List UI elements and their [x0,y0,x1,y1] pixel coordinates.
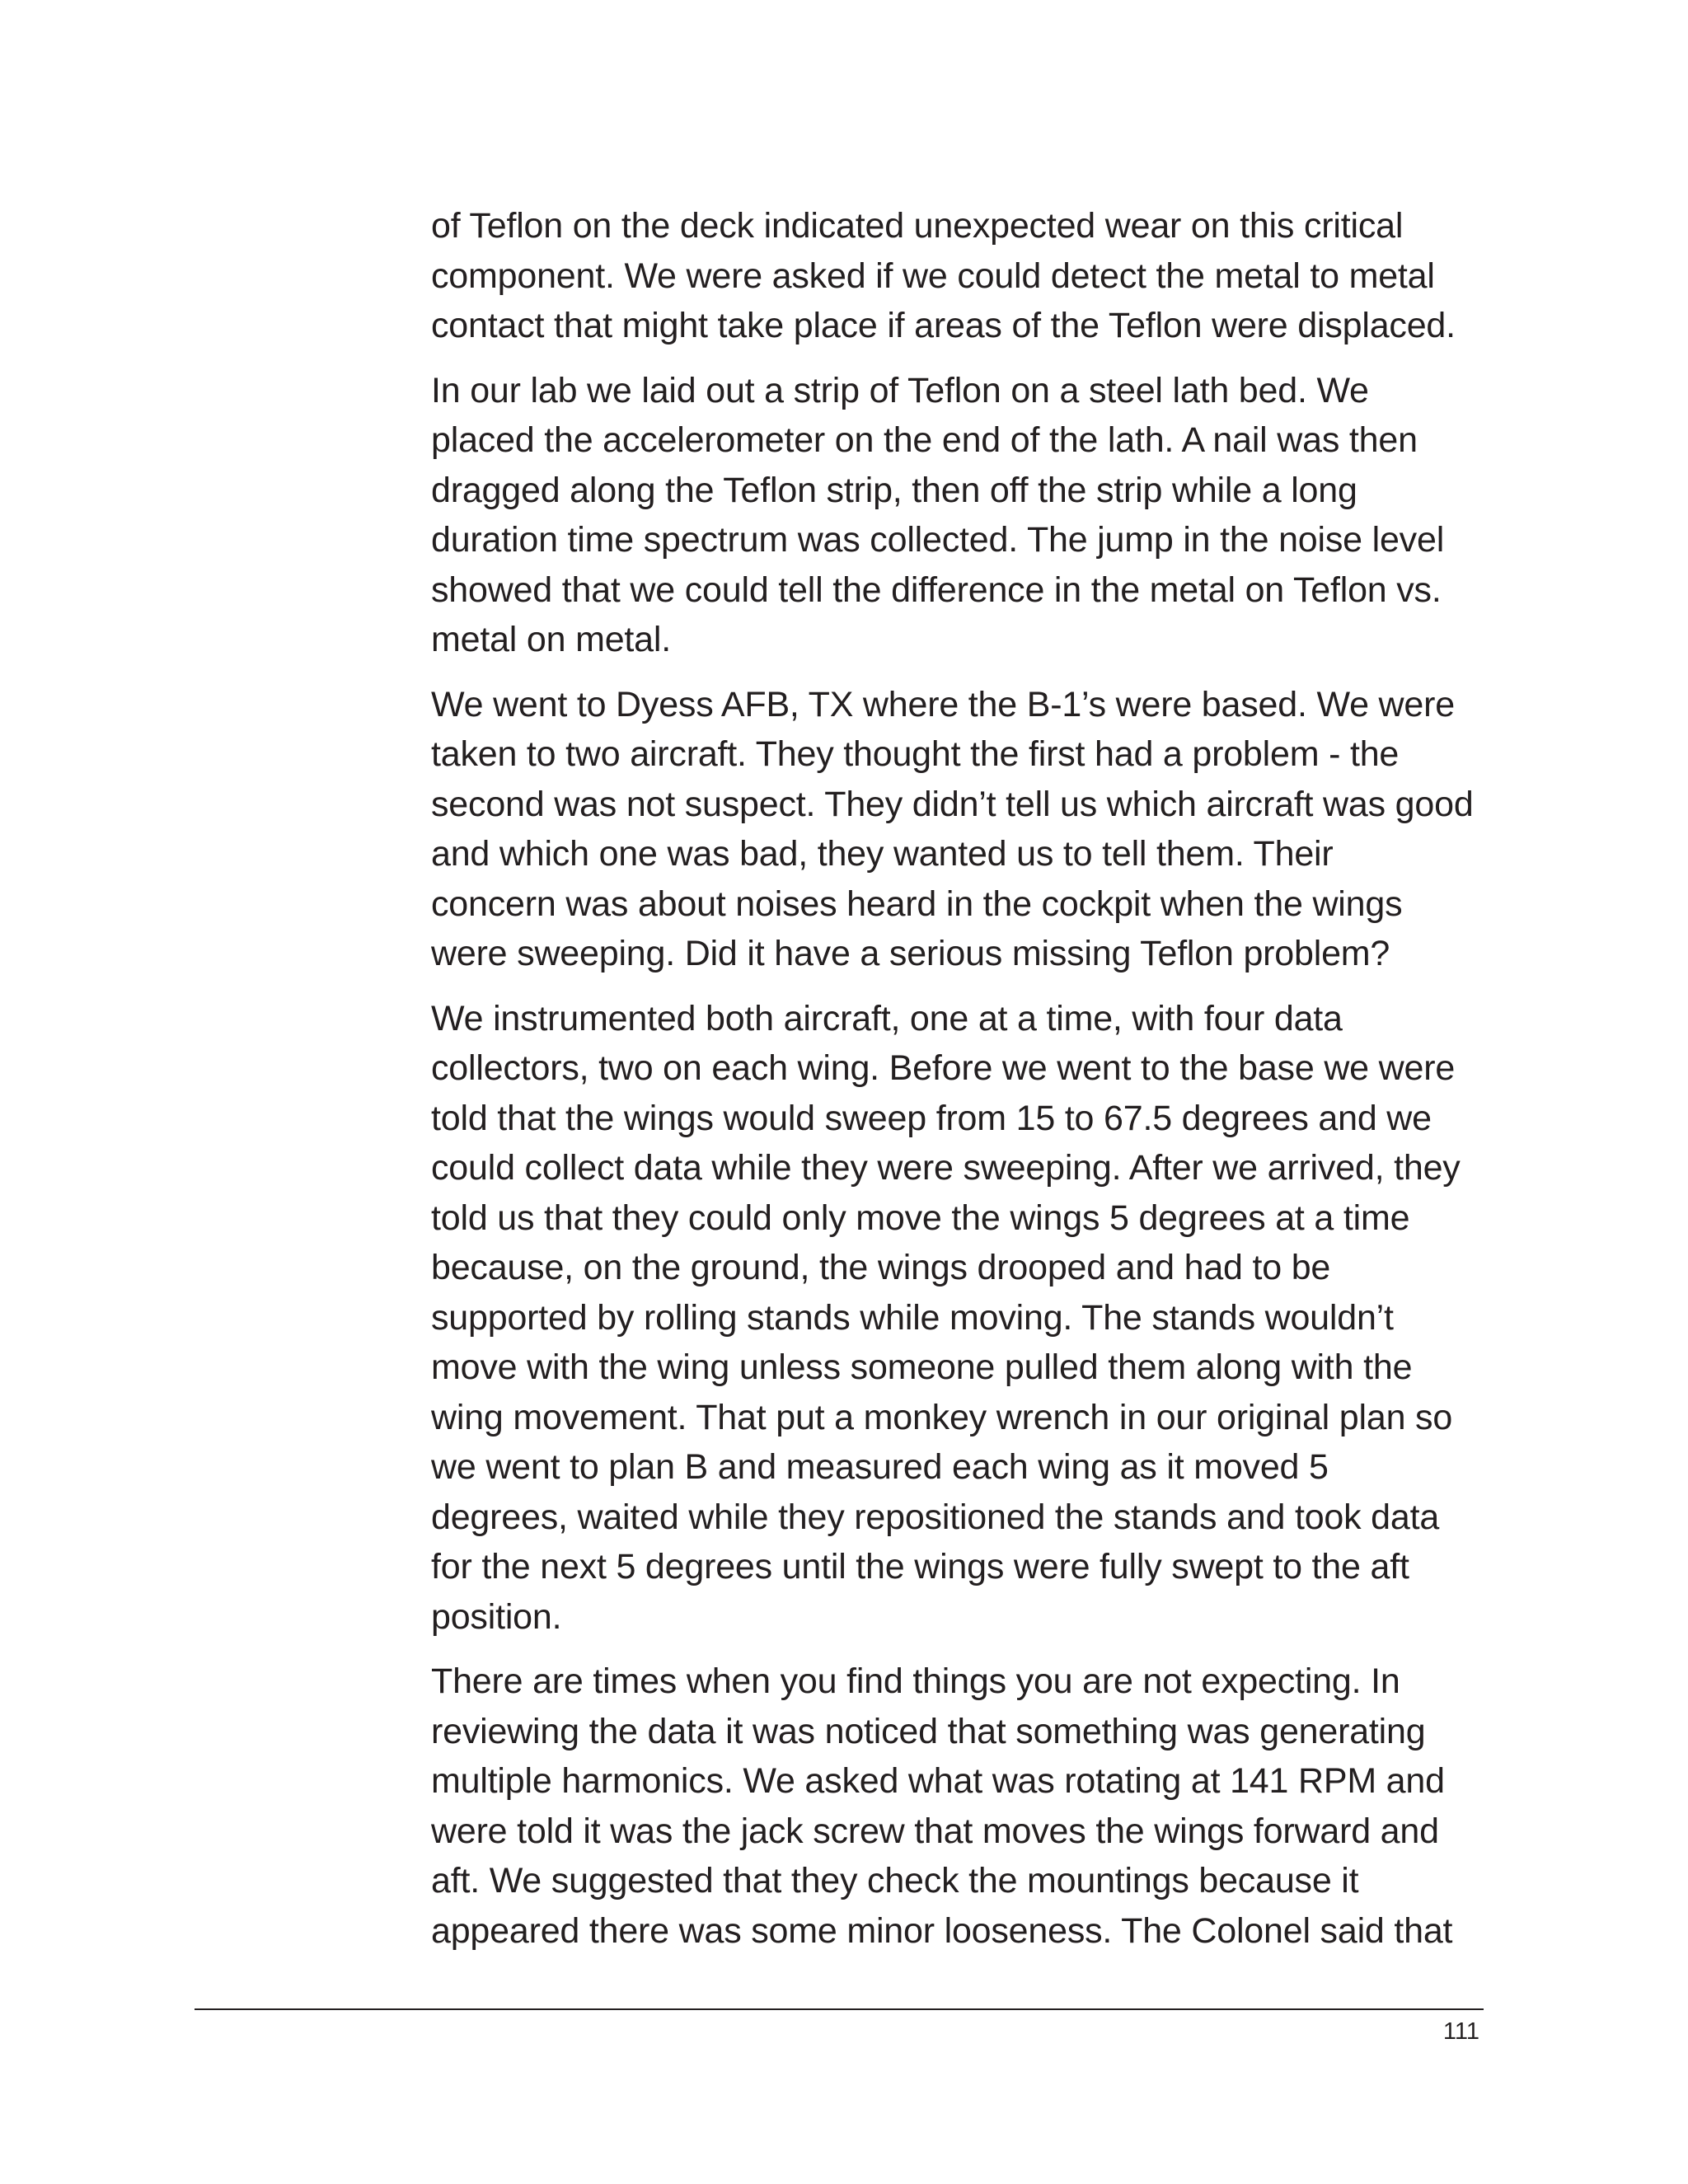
text-line: multiple harmonics. We asked what was rotating at 141 RPM and [431,1761,1445,1801]
text-line: dragged along the Teflon strip, then off the strip while a long [431,470,1357,510]
text-line: collectors, two on each wing. Before we went to the base we were [431,1048,1456,1088]
text-line: wing movement. That put a monkey wrench in our original plan so [431,1397,1453,1437]
paragraph-1 [431,201,1503,351]
text-line: aft. We suggested that they check the mountings because it [431,1861,1359,1900]
text-line: concern was about noises heard in the cockpit when the wings [431,883,1403,924]
text-line: showed that we could tell the difference in the metal on Teflon vs. [431,569,1442,610]
text-line: we went to plan B and measured each wing as it moved 5 [431,1447,1329,1487]
paragraph-5 [431,1657,1503,1956]
text-line: could collect data while they were sweeping. After we arrived, they [431,1148,1461,1188]
text-line: appeared there was some minor looseness. The Colonel said that [431,1910,1453,1951]
text-line: were told it was the jack screw that moves the wings forward and [431,1811,1439,1851]
text-line: There are times when you find things you are not expecting. In [431,1661,1400,1701]
text-line: move with the wing unless someone pulled them along with the [431,1347,1413,1387]
text-line: contact that might take place if areas of the Teflon were displaced. [431,306,1456,345]
body-text [431,201,1503,1971]
text-line: degrees, waited while they repositioned the stands and took data [431,1497,1440,1537]
text-line: metal on metal. [431,620,671,659]
text-line: told us that they could only move the wings 5 degrees at a time [431,1197,1410,1238]
text-line: We instrumented both aircraft, one at a time, with four data [431,998,1343,1038]
text-line: We went to Dyess AFB, TX where the B-1’s were based. We were [431,684,1455,724]
text-line: reviewing the data it was noticed that something was generating [431,1711,1426,1751]
text-line: supported by rolling stands while moving. The stands wouldn’t [431,1297,1394,1338]
text-line: for the next 5 degrees until the wings were fully swept to the aft [431,1547,1409,1586]
paragraph-4 [431,994,1503,1643]
text-line: component. We were asked if we could detect the metal to metal [431,255,1435,296]
text-line: and which one was bad, they wanted us to tell them. Their [431,834,1334,874]
text-line: of Teflon on the deck indicated unexpected wear on this critical [431,206,1404,246]
text-line: duration time spectrum was collected. The jump in the noise level [431,520,1445,560]
text-line: told that the wings would sweep from 15 to 67.5 degrees and we [431,1098,1432,1138]
page-number: 111 [1442,2018,1479,2045]
footer-divider [195,2008,1484,2010]
text-line: were sweeping. Did it have a serious missing Teflon problem? [431,934,1390,973]
text-line: position. [431,1596,562,1637]
text-line: placed the accelerometer on the end of the lath. A nail was then [431,420,1418,460]
paragraph-2 [431,366,1503,665]
text-line: because, on the ground, the wings drooped and had to be [431,1248,1331,1287]
text-line: taken to two aircraft. They thought the first had a problem - the [431,734,1400,774]
paragraph-3 [431,680,1503,979]
text-line: In our lab we laid out a strip of Teflon on a steel lath bed. We [431,370,1369,410]
text-line: second was not suspect. They didn’t tell us which aircraft was good [431,784,1474,824]
